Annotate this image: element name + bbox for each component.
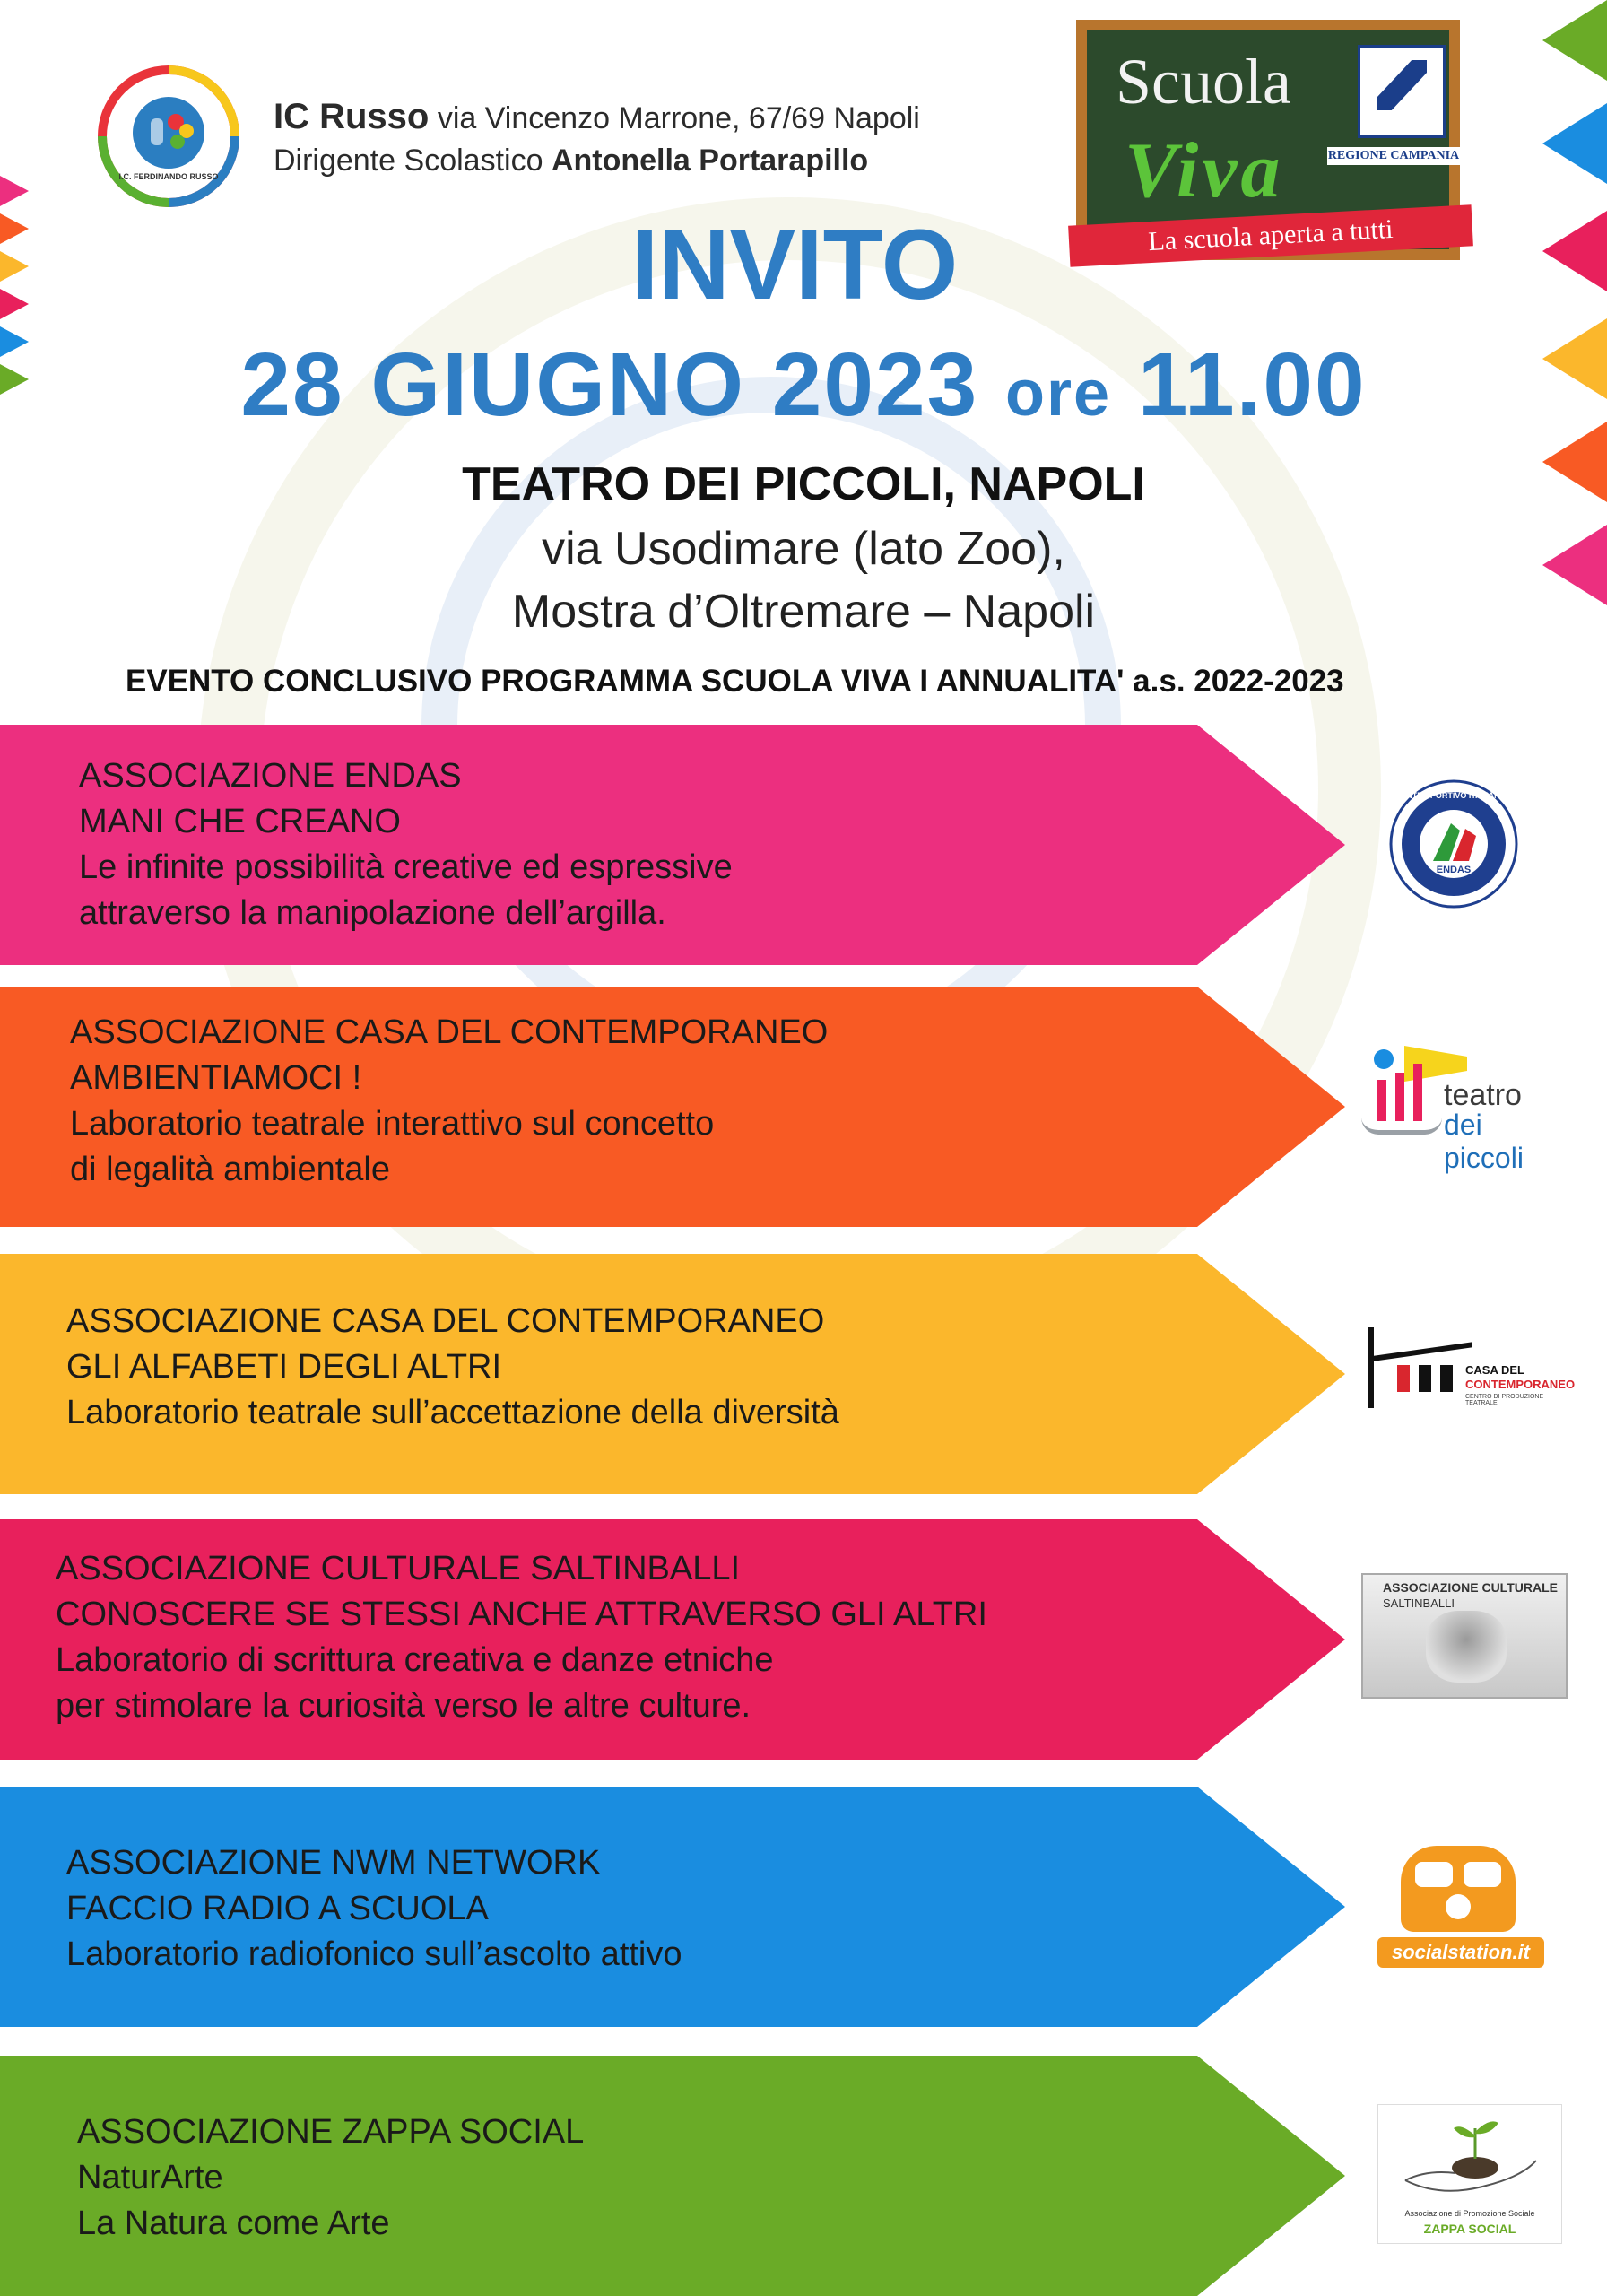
casa-del-contemporaneo-logo — [1361, 1324, 1577, 1422]
hand-plant-icon — [1378, 2105, 1563, 2204]
endas-logo — [1388, 778, 1519, 909]
side-triangle-green — [1542, 0, 1607, 81]
banner-endas-desc-2: attraverso la manipolazione dell’argilla. — [79, 894, 666, 932]
van-icon — [1401, 1846, 1516, 1932]
school-logo — [97, 65, 240, 208]
teatro-logo-word-1: teatro — [1444, 1078, 1522, 1112]
banner-naturarte-org: ASSOCIAZIONE ZAPPA SOCIAL — [77, 2113, 585, 2151]
school-address: via Vincenzo Marrone, 67/69 Napoli — [437, 101, 920, 135]
saltinballi-logo-line-2: SALTINBALLI — [1383, 1596, 1455, 1610]
casa-logo-line-2: CONTEMPORANEO — [1465, 1378, 1576, 1391]
socialstation-logo-text: socialstation.it — [1377, 1937, 1544, 1968]
region-shield-icon — [1358, 45, 1446, 138]
banner-ambientiamoci-org: ASSOCIAZIONE CASA DEL CONTEMPORANEO — [70, 1013, 829, 1051]
school-logo-text: I.C. FERDINANDO RUSSO — [118, 172, 219, 181]
endas-logo-name: ENDAS — [1436, 865, 1472, 875]
banner-saltinballi-org: ASSOCIAZIONE CULTURALE SALTINBALLI — [56, 1550, 741, 1587]
event-description: EVENTO CONCLUSIVO PROGRAMMA SCUOLA VIVA I ANNUALITA' a.s. 2022-2023 — [126, 664, 1344, 699]
date-time-line — [0, 334, 1607, 437]
zappa-logo-line-2: ZAPPA SOCIAL — [1423, 2222, 1516, 2236]
endas-logo-arc-text: ENTE SPORTIVO ITALIANO — [1401, 791, 1507, 800]
banner-alfabeti-project: GLI ALFABETI DEGLI ALTRI — [66, 1348, 502, 1386]
principal-name: Antonella Portarapillo — [551, 144, 869, 178]
banner-endas-org: ASSOCIAZIONE ENDAS — [79, 757, 462, 795]
banner-ambientiamoci-desc-1: Laboratorio teatrale interattivo sul concetto — [70, 1105, 715, 1143]
banner-naturarte-text — [77, 2109, 584, 2247]
event-time: 11.00 — [1137, 335, 1367, 435]
banner-ambientiamoci-desc-2: di legalità ambientale — [70, 1151, 391, 1188]
badge-title-1: Scuola — [1116, 46, 1291, 117]
banner-radio-desc: Laboratorio radiofonico sull’ascolto attivo — [66, 1935, 682, 1973]
venue-address-2: Mostra d’Oltremare – Napoli — [511, 586, 1096, 638]
zappa-logo-line-1: Associazione di Promozione Sociale — [1404, 2209, 1535, 2218]
venue-name: TEATRO DEI PICCOLI, NAPOLI — [462, 458, 1145, 510]
teatro-dei-piccoli-logo — [1359, 1046, 1566, 1174]
saltinballi-logo — [1361, 1573, 1568, 1699]
banner-saltinballi-desc-1: Laboratorio di scrittura creativa e danze etniche — [56, 1641, 774, 1679]
banner-endas-project: MANI CHE CREANO — [79, 803, 401, 840]
banner-saltinballi-project: CONOSCERE SE STESSI ANCHE ATTRAVERSO GLI ALTRI — [56, 1596, 987, 1633]
badge-title-2: Viva — [1125, 127, 1284, 214]
invite-title: INVITO — [630, 210, 959, 320]
side-triangle-blue — [1542, 103, 1607, 184]
banner-radio-org: ASSOCIAZIONE NWM NETWORK — [66, 1844, 601, 1882]
header-line-1 — [274, 97, 920, 137]
badge-slogan: La scuola aperta a tutti — [1068, 204, 1473, 266]
banner-naturarte-desc: La Natura come Arte — [77, 2205, 390, 2242]
banner-alfabeti-org: ASSOCIAZIONE CASA DEL CONTEMPORANEO — [66, 1302, 825, 1340]
banner-ambientiamoci-text — [70, 1010, 828, 1193]
casa-logo-line-1: CASA DEL — [1465, 1363, 1524, 1377]
principal-label: Dirigente Scolastico — [274, 144, 543, 178]
banner-ambientiamoci-project: AMBIENTIAMOCI ! — [70, 1059, 362, 1097]
banner-alfabeti-text — [66, 1299, 839, 1436]
casa-logo-line-3: CENTRO DI PRODUZIONE TEATRALE — [1465, 1394, 1544, 1406]
banner-naturarte-project: NaturArte — [77, 2159, 223, 2196]
teatro-logo-word-2: dei piccoli — [1444, 1109, 1524, 1174]
badge-region: REGIONE CAMPANIA — [1327, 147, 1460, 165]
banner-saltinballi-text — [56, 1546, 987, 1729]
venue-address-1: via Usodimare (lato Zoo), — [542, 523, 1065, 575]
zappa-social-logo — [1377, 2104, 1562, 2244]
event-date: 28 GIUGNO 2023 — [240, 335, 979, 435]
saltinballi-logo-line-1: ASSOCIAZIONE CULTURALE — [1383, 1580, 1558, 1595]
socialstation-logo — [1377, 1844, 1544, 1975]
banner-saltinballi-desc-2: per stimolare la curiosità verso le altre culture. — [56, 1687, 751, 1725]
banner-radio-project: FACCIO RADIO A SCUOLA — [66, 1890, 489, 1927]
banner-endas-text — [79, 753, 733, 936]
school-name: IC Russo — [274, 97, 430, 136]
banner-alfabeti-desc: Laboratorio teatrale sull’accettazione della diversità — [66, 1394, 839, 1431]
event-time-prefix: ore — [1005, 358, 1112, 430]
left-triangle-pink — [0, 176, 29, 206]
header-line-2 — [274, 144, 868, 178]
banner-radio-text — [66, 1840, 682, 1978]
banner-endas-desc-1: Le infinite possibilità creative ed espressive — [79, 848, 733, 886]
